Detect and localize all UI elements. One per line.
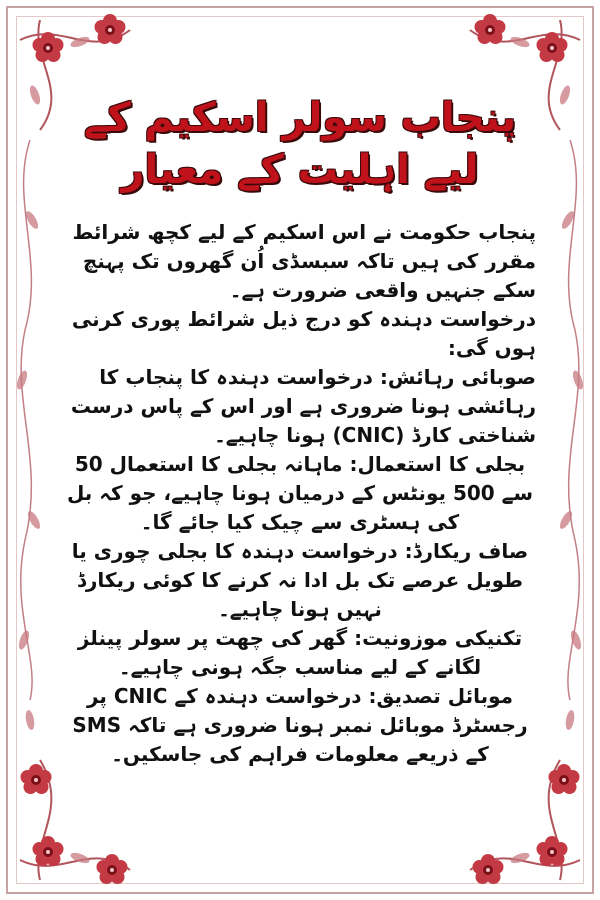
- right-side-vine: [558, 140, 586, 700]
- criterion-provincial-residence: صوبائی رہائش: درخواست دہندہ کا پنجاب کا رہائشی ہونا ضروری ہے اور اس کے پاس درست شناختی کارڈ (CNIC) ہونا چاہیے۔: [70, 365, 536, 447]
- eligibility-criteria-text: [64, 218, 536, 769]
- title-line-2: لیے اہلیت کے معیار: [121, 147, 479, 193]
- conditions-heading: درخواست دہندہ کو درج ذیل شرائط پوری کرنی ہوں گی:: [71, 307, 536, 360]
- page-title: [60, 92, 540, 196]
- criterion-mobile-verification: موبائل تصدیق: درخواست دہندہ کے CNIC پر رجسٹرڈ موبائل نمبر ہونا ضروری ہے تاکہ SMS کے ذریعے معلومات فراہم کی جاسکیں۔: [72, 684, 528, 766]
- title-line-1: پنجاب سولر اسکیم کے: [83, 95, 517, 141]
- criterion-technical-suitability: تکنیکی موزونیت: گھر کی چھت پر سولر پینلز لگانے کے لیے مناسب جگہ ہونی چاہیے۔: [77, 626, 523, 679]
- criterion-electricity-usage: بجلی کا استعمال: ماہانہ بجلی کا استعمال 50 سے 500 یونٹس کے درمیان ہونا چاہیے، جو کہ بل کی ہسٹری سے چیک کیا جائے گا۔: [66, 452, 534, 534]
- left-side-vine: [15, 140, 43, 700]
- intro-paragraph: پنجاب حکومت نے اس اسکیم کے لیے کچھ شرائط مقرر کی ہیں تاکہ سبسڈی اُن گھروں تک پہنچ سکے جنہیں واقعی ضرورت ہے۔: [72, 220, 536, 302]
- criterion-clean-record: صاف ریکارڈ: درخواست دہندہ کا بجلی چوری یا طویل عرصے تک بل ادا نہ کرنے کا کوئی ریکارڈ نہیں ہونا چاہیے۔: [71, 539, 529, 621]
